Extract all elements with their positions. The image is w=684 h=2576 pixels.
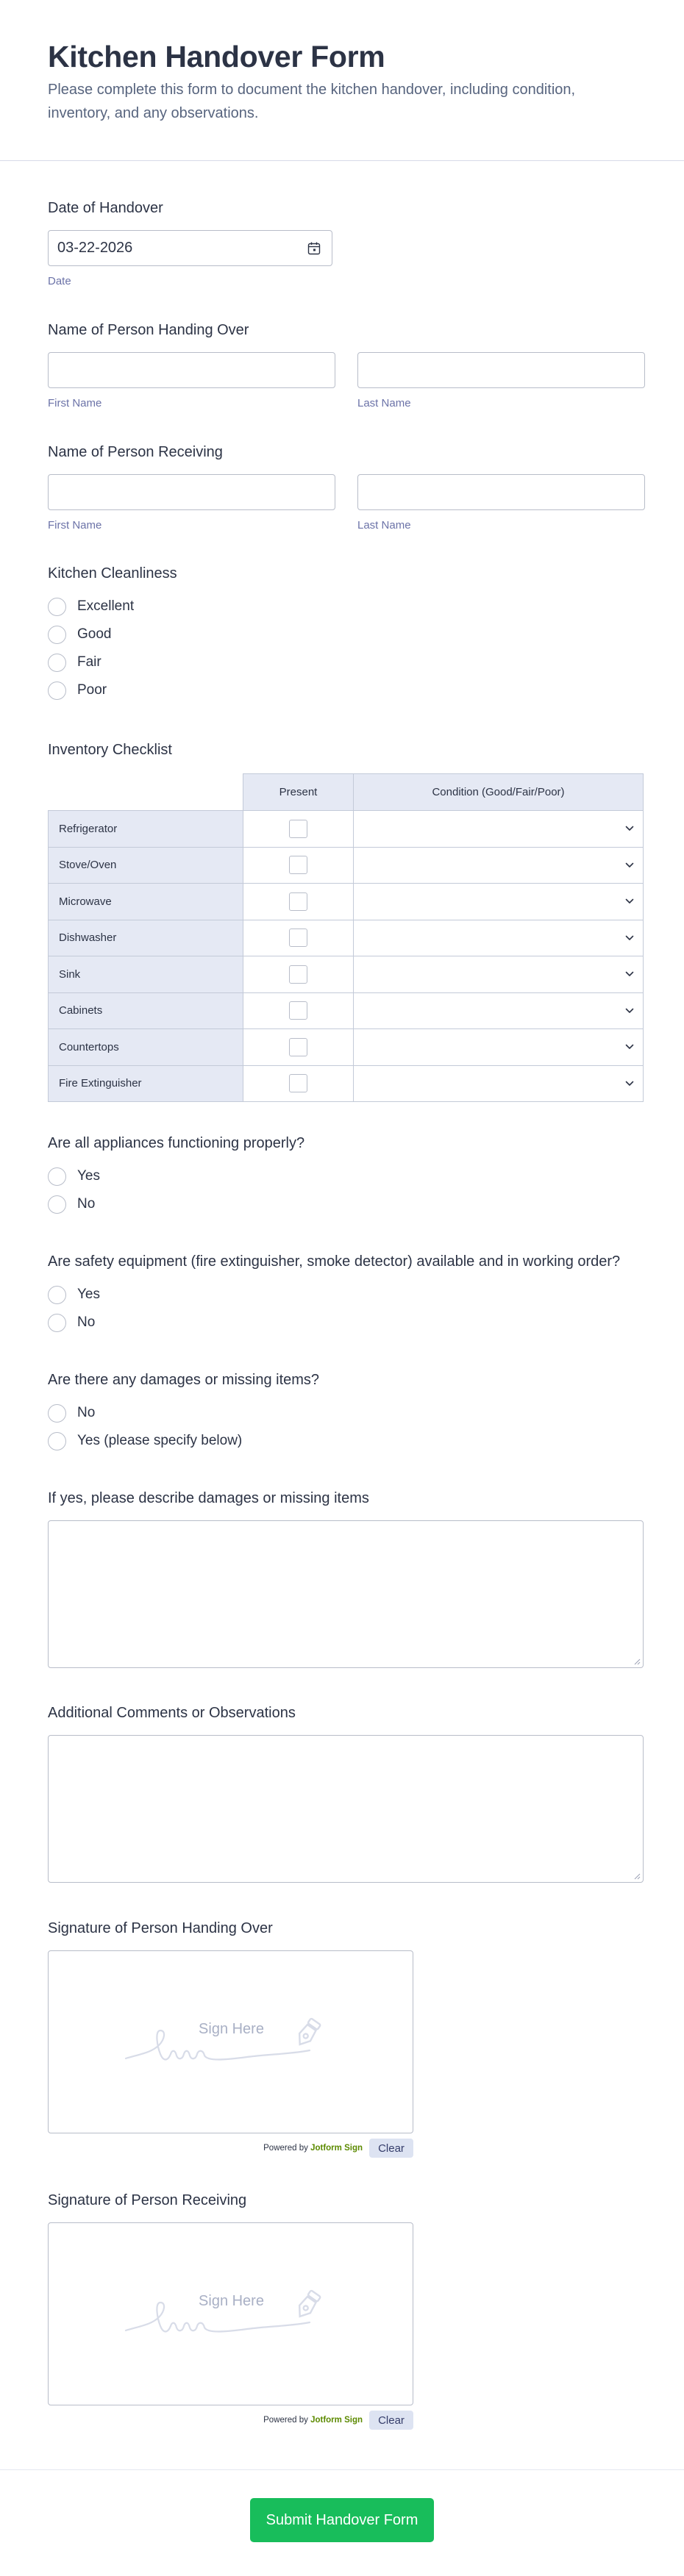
last-name-sublabel: Last Name xyxy=(357,519,411,532)
matrix-column-header: Condition (Good/Fair/Poor) xyxy=(354,774,644,811)
radio-button[interactable] xyxy=(48,626,66,644)
chevron-down-icon xyxy=(625,1008,634,1014)
radio-option[interactable] xyxy=(48,1162,636,1190)
radio-option[interactable] xyxy=(48,1190,636,1218)
receiving-last-name-input[interactable] xyxy=(357,474,645,510)
appliances-label: Are all appliances functioning properly? xyxy=(48,1135,305,1151)
receiving-first-name-input[interactable] xyxy=(48,474,335,510)
calendar-icon[interactable] xyxy=(307,241,321,256)
resize-handle-icon[interactable] xyxy=(634,1873,641,1880)
matrix-present-cell xyxy=(243,1065,354,1102)
signature-scribble-icon xyxy=(49,2223,414,2406)
receiving-label: Name of Person Receiving xyxy=(48,444,223,460)
appliances-field xyxy=(48,1133,636,1218)
comments-label: Additional Comments or Observations xyxy=(48,1705,296,1721)
matrix-row-label: Stove/Oven xyxy=(49,847,243,884)
handing-over-label: Name of Person Handing Over xyxy=(48,322,249,338)
date-value: 03-22-2026 xyxy=(57,240,133,256)
chevron-down-icon xyxy=(625,826,634,831)
radio-button[interactable] xyxy=(48,1167,66,1186)
receiving-name-field xyxy=(48,442,636,532)
matrix-present-cell xyxy=(243,847,354,884)
comments-textarea[interactable] xyxy=(48,1735,644,1883)
radio-option[interactable] xyxy=(48,648,636,676)
present-checkbox[interactable] xyxy=(289,892,307,911)
date-sublabel: Date xyxy=(48,275,71,287)
present-checkbox[interactable] xyxy=(289,1074,307,1092)
signature-pad[interactable] xyxy=(48,1950,413,2133)
inventory-matrix xyxy=(48,773,644,1102)
jotform-sign-brand[interactable]: Jotform Sign xyxy=(310,2144,363,2153)
cleanliness-label: Kitchen Cleanliness xyxy=(48,565,177,582)
radio-label: No xyxy=(77,1314,96,1330)
condition-dropdown[interactable] xyxy=(354,956,644,993)
matrix-row xyxy=(49,920,644,956)
matrix-row xyxy=(49,811,644,848)
matrix-row-label: Refrigerator xyxy=(49,811,243,848)
powered-by-prefix: Powered by xyxy=(263,2416,308,2425)
radio-label: Poor xyxy=(77,682,107,698)
matrix-present-cell xyxy=(243,884,354,920)
matrix-row-label: Countertops xyxy=(49,1029,243,1066)
condition-dropdown[interactable] xyxy=(354,1065,644,1102)
matrix-present-cell xyxy=(243,920,354,956)
handing-over-last-name-input[interactable] xyxy=(357,352,645,388)
radio-label: No xyxy=(77,1196,96,1212)
form-footer xyxy=(0,2469,684,2576)
chevron-down-icon xyxy=(625,935,634,941)
radio-option[interactable] xyxy=(48,593,636,620)
matrix-row-label: Dishwasher xyxy=(49,920,243,956)
last-name-sublabel: Last Name xyxy=(357,397,411,409)
form-description: Please complete this form to document the kitchen handover, including condition, inventory, and any observations. xyxy=(48,82,576,121)
radio-label: Yes (please specify below) xyxy=(77,1433,243,1448)
inventory-label: Inventory Checklist xyxy=(48,742,172,758)
form-title: Kitchen Handover Form xyxy=(48,40,385,74)
powered-by-text xyxy=(263,2416,363,2425)
matrix-row-label: Cabinets xyxy=(49,992,243,1029)
safety-label: Are safety equipment (fire extinguisher, smoke detector) available and in working order? xyxy=(48,1253,621,1270)
present-checkbox[interactable] xyxy=(289,965,307,984)
damages-description-field xyxy=(48,1488,636,1668)
condition-dropdown[interactable] xyxy=(354,992,644,1029)
condition-dropdown[interactable] xyxy=(354,920,644,956)
matrix-row xyxy=(49,1065,644,1102)
radio-option[interactable] xyxy=(48,1427,636,1455)
damages-description-label: If yes, please describe damages or missing items xyxy=(48,1490,369,1506)
chevron-down-icon xyxy=(625,971,634,977)
submit-button[interactable]: Submit Handover Form xyxy=(250,2498,434,2542)
handing-over-name-field xyxy=(48,320,636,409)
matrix-column-header: Present xyxy=(243,774,354,811)
radio-button[interactable] xyxy=(48,681,66,700)
radio-option[interactable] xyxy=(48,620,636,648)
radio-button[interactable] xyxy=(48,598,66,616)
present-checkbox[interactable] xyxy=(289,929,307,947)
jotform-sign-brand[interactable]: Jotform Sign xyxy=(310,2416,363,2425)
matrix-corner xyxy=(49,774,243,811)
radio-label: No xyxy=(77,1405,96,1420)
condition-dropdown[interactable] xyxy=(354,1029,644,1066)
condition-dropdown[interactable] xyxy=(354,884,644,920)
chevron-down-icon xyxy=(625,1081,634,1087)
present-checkbox[interactable] xyxy=(289,1038,307,1056)
radio-button[interactable] xyxy=(48,1314,66,1332)
present-checkbox[interactable] xyxy=(289,856,307,874)
first-name-sublabel: First Name xyxy=(48,519,102,532)
signature-pad[interactable] xyxy=(48,2222,413,2405)
radio-button[interactable] xyxy=(48,1195,66,1214)
radio-option[interactable] xyxy=(48,1309,636,1337)
inventory-checklist-field xyxy=(48,740,636,1102)
kitchen-cleanliness-field xyxy=(48,563,636,704)
condition-dropdown[interactable] xyxy=(354,811,644,848)
signature-receiving-label: Signature of Person Receiving xyxy=(48,2192,247,2208)
clear-signature-button[interactable]: Clear xyxy=(369,2411,413,2430)
radio-label: Excellent xyxy=(77,598,135,614)
form-body xyxy=(0,161,684,2430)
damages-description-textarea[interactable] xyxy=(48,1520,644,1668)
safety-equipment-field xyxy=(48,1251,636,1337)
date-input[interactable] xyxy=(48,230,332,266)
radio-option[interactable] xyxy=(48,1399,636,1427)
sign-here-placeholder: Sign Here xyxy=(199,2293,264,2309)
radio-button[interactable] xyxy=(48,1432,66,1450)
date-label: Date of Handover xyxy=(48,200,163,216)
matrix-row-label: Sink xyxy=(49,956,243,993)
chevron-down-icon xyxy=(625,1044,634,1050)
damages-label: Are there any damages or missing items? xyxy=(48,1372,320,1388)
powered-by-text xyxy=(263,2144,363,2153)
chevron-down-icon xyxy=(625,862,634,868)
date-of-handover-field xyxy=(48,198,636,287)
additional-comments-field xyxy=(48,1703,636,1883)
handing-over-first-name-input[interactable] xyxy=(48,352,335,388)
signature-scribble-icon xyxy=(49,1951,414,2134)
sign-here-placeholder: Sign Here xyxy=(199,2021,264,2037)
matrix-row xyxy=(49,847,644,884)
radio-option[interactable] xyxy=(48,676,636,704)
matrix-row-label: Microwave xyxy=(49,884,243,920)
matrix-present-cell xyxy=(243,1029,354,1066)
radio-button[interactable] xyxy=(48,1286,66,1304)
radio-option[interactable] xyxy=(48,1281,636,1309)
clear-signature-button[interactable]: Clear xyxy=(369,2139,413,2158)
matrix-row-label: Fire Extinguisher xyxy=(49,1065,243,1102)
radio-label: Good xyxy=(77,626,112,642)
radio-label: Yes xyxy=(77,1287,100,1302)
matrix-present-cell xyxy=(243,956,354,993)
matrix-row xyxy=(49,884,644,920)
radio-label: Fair xyxy=(77,654,101,670)
matrix-row xyxy=(49,1029,644,1066)
present-checkbox[interactable] xyxy=(289,820,307,838)
form-header xyxy=(0,0,684,161)
radio-label: Yes xyxy=(77,1168,100,1184)
signature-handing-over-field xyxy=(48,1918,636,2158)
present-checkbox[interactable] xyxy=(289,1001,307,1020)
damages-field xyxy=(48,1370,636,1455)
matrix-present-cell xyxy=(243,992,354,1029)
chevron-down-icon xyxy=(625,898,634,904)
matrix-present-cell xyxy=(243,811,354,848)
signature-receiving-field xyxy=(48,2190,636,2430)
radio-button[interactable] xyxy=(48,654,66,672)
matrix-row xyxy=(49,992,644,1029)
first-name-sublabel: First Name xyxy=(48,397,102,409)
signature-handing-over-label: Signature of Person Handing Over xyxy=(48,1920,273,1936)
radio-button[interactable] xyxy=(48,1404,66,1423)
matrix-row xyxy=(49,956,644,993)
resize-handle-icon[interactable] xyxy=(634,1659,641,1665)
powered-by-prefix: Powered by xyxy=(263,2144,308,2153)
condition-dropdown[interactable] xyxy=(354,847,644,884)
